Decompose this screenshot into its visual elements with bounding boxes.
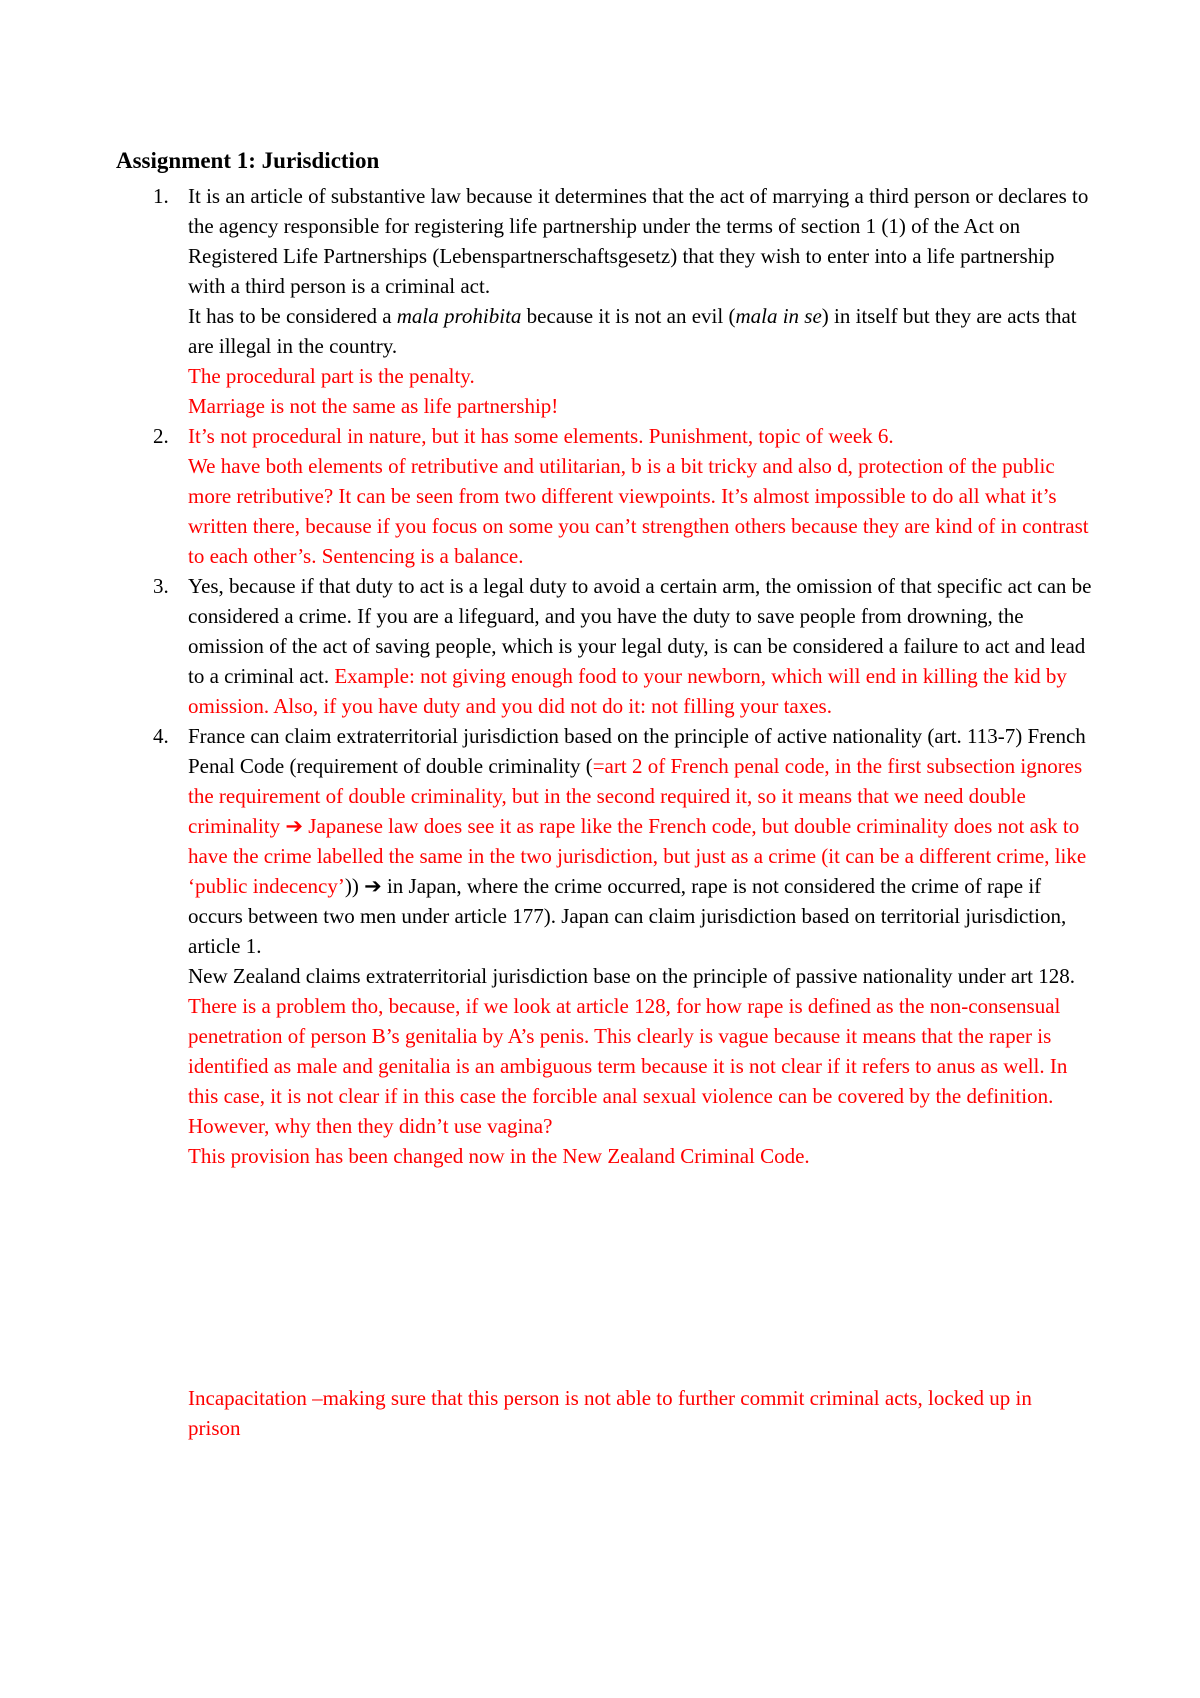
item-text: [188, 721, 1093, 961]
text-run: ) in itself but they are acts that are illegal in the country.: [188, 304, 1077, 358]
list-item: [153, 181, 1093, 421]
item-number: 3.: [153, 574, 169, 598]
annotation-text: Example: not giving enough food to your newborn, which will end in killing the kid by omission. Also, if you have duty and you did not do it: not filling your taxes.: [188, 664, 1067, 718]
text-run: in Japan, where the crime occurred, rape is not considered the crime of rape if occurs between two men under article 177). Japan can claim jurisdiction based on territorial jurisdiction, article 1.: [188, 874, 1067, 958]
text-run: Yes, because if that duty to act is a legal duty to avoid a certain arm, the omission of that specific act can be considered a crime. If you are a lifeguard, and you have the duty to save people from drowning, the omission of the act of saving people, which is your legal duty, is can be considered a failure to act and lead to a criminal act.: [188, 574, 1092, 688]
annotation-text: We have both elements of retributive and utilitarian, b is a bit tricky and also d, protection of the public more retributive? It can be seen from two different viewpoints. It’s almost impossible to do all what it’s written there, because if you focus on some you can’t strengthen others because they are kind of in contrast to each other’s. Sentencing is a balance.: [188, 454, 1089, 568]
latin-term: mala in se: [735, 304, 822, 328]
annotation-text: There is a problem tho, because, if we look at article 128, for how rape is defined as the non-consensual penetration of person B’s genitalia by A’s penis. This clearly is vague because it means that the raper is identified as male and genitalia is an ambiguous term because it is not clear if it refers to anus as well. In this case, it is not clear if in this case the forcible anal sexual violence can be covered by the definition. However, why then they didn’t use vagina?: [188, 994, 1068, 1138]
item-number: 1.: [153, 184, 169, 208]
answer-list: [153, 181, 1093, 1171]
list-item: [153, 421, 1093, 571]
annotation-text: Marriage is not the same as life partnership!: [188, 394, 559, 418]
text-run: )): [344, 874, 365, 898]
annotation-text: The procedural part is the penalty.: [188, 364, 475, 388]
list-item: [153, 721, 1093, 1171]
annotation-text: It’s not procedural in nature, but it has some elements. Punishment, topic of week 6.: [188, 424, 894, 448]
list-item: [153, 571, 1093, 721]
latin-term: mala prohibita: [396, 304, 522, 328]
item-text: [188, 301, 1093, 361]
item-text: It is an article of substantive law because it determines that the act of marrying a third person or declares to the agency responsible for registering life partnership under the terms of section 1 (1) of the Act on Registered Life Partnerships (Lebenspartnerschaftsgesetz) that they wish to enter into a life partnership with a third person is a criminal act.: [188, 184, 1089, 298]
item-text: [188, 571, 1093, 721]
arrow-icon: ➔: [364, 874, 382, 898]
footnote-text: Incapacitation –making sure that this person is not able to further commit criminal acts, locked up in prison: [188, 1386, 1032, 1440]
annotation-text: This provision has been changed now in the New Zealand Criminal Code.: [188, 1144, 810, 1168]
item-text: [188, 961, 1093, 1141]
annotation-text: Japanese law does see it as rape like the French code, but double criminality does not ask to have the crime labelled the same in the two jurisdiction, but just as a crime (it can be a different crime, like ‘public indecency’: [188, 814, 1087, 898]
annotation-text: =art 2 of French penal code, in the first subsection ignores the requirement of double criminality, but in the second required it, so it means that we need double criminality: [188, 754, 1083, 838]
arrow-icon: ➔: [285, 814, 304, 838]
text-run: New Zealand claims extraterritorial jurisdiction base on the principle of passive nationality under art 128.: [188, 964, 1075, 988]
text-run: because it is not an evil (: [521, 304, 736, 328]
item-number: 4.: [153, 724, 169, 748]
document-title: Assignment 1: Jurisdiction: [116, 148, 380, 173]
item-number: 2.: [153, 424, 169, 448]
text-run: France can claim extraterritorial jurisdiction based on the principle of active nationality (art. 113-7) French Penal Code (requirement of double criminality (: [188, 724, 1086, 778]
text-run: It has to be considered a: [188, 304, 397, 328]
